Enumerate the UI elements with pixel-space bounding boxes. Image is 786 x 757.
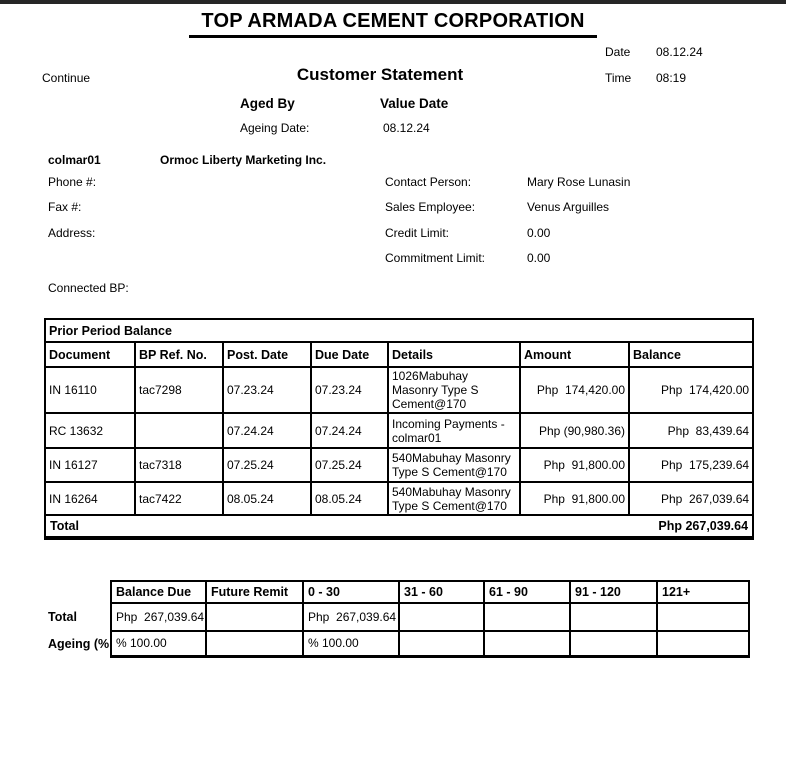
cell-balance: Php 175,239.64: [629, 448, 753, 482]
cell-details: 1026Mabuhay Masonry Type S Cement@170: [388, 367, 520, 413]
ageing-percent-row: [111, 631, 749, 656]
column-header-due-date: Due Date: [311, 342, 388, 367]
company-title-text: TOP ARMADA CEMENT CORPORATION: [189, 10, 596, 38]
commitment-limit-value: 0.00: [527, 251, 551, 265]
column-header-121plus: 121+: [657, 581, 749, 603]
cell-91-120-pct: [570, 631, 657, 656]
prior-period-balance-table: [44, 318, 754, 540]
cell-balance-due-total: Php 267,039.64: [111, 603, 206, 631]
cell-31-60-total: [399, 603, 484, 631]
cell-121plus-pct: [657, 631, 749, 656]
continue-label: Continue: [42, 71, 91, 85]
date-value: 08.12.24: [656, 45, 703, 59]
connected-bp-label: Connected BP:: [48, 281, 129, 295]
cell-91-120-total: [570, 603, 657, 631]
ageing-date-label: Ageing Date:: [240, 121, 310, 135]
aged-by-value: Value Date: [380, 96, 449, 111]
commitment-limit-label: Commitment Limit:: [385, 251, 486, 265]
cell-post-date: 08.05.24: [223, 482, 311, 515]
column-header-document: Document: [45, 342, 135, 367]
date-label: Date: [605, 45, 631, 59]
column-header-details: Details: [388, 342, 520, 367]
cell-balance-due-pct: % 100.00: [111, 631, 206, 656]
cell-details: 540Mabuhay Masonry Type S Cement@170: [388, 482, 520, 515]
cell-future-remit-total: [206, 603, 303, 631]
column-header-91-120: 91 - 120: [570, 581, 657, 603]
cell-amount: Php (90,980.36): [520, 413, 629, 448]
table-row: [45, 367, 753, 413]
table-row: [45, 482, 753, 515]
total-value: Php 267,039.64: [658, 519, 749, 534]
cell-document: IN 16264: [45, 482, 135, 515]
cell-0-30-pct: % 100.00: [303, 631, 399, 656]
cell-due-date: 07.23.24: [311, 367, 388, 413]
column-header-61-90: 61 - 90: [484, 581, 570, 603]
fax-label: Fax #:: [48, 200, 82, 214]
cell-details: Incoming Payments - colmar01: [388, 413, 520, 448]
sales-employee-value: Venus Arguilles: [527, 200, 610, 214]
cell-balance: Php 267,039.64: [629, 482, 753, 515]
cell-document: RC 13632: [45, 413, 135, 448]
cell-31-60-pct: [399, 631, 484, 656]
contact-person-value: Mary Rose Lunasin: [527, 175, 631, 189]
cell-amount: Php 91,800.00: [520, 482, 629, 515]
table-row: [45, 413, 753, 448]
cell-balance: Php 174,420.00: [629, 367, 753, 413]
total-label: Total: [50, 519, 79, 534]
table-title: Prior Period Balance: [45, 319, 753, 342]
company-title: [0, 10, 786, 38]
column-header-balance: Balance: [629, 342, 753, 367]
column-header-amount: Amount: [520, 342, 629, 367]
cell-post-date: 07.25.24: [223, 448, 311, 482]
cell-due-date: 08.05.24: [311, 482, 388, 515]
customer-name: Ormoc Liberty Marketing Inc.: [160, 153, 327, 167]
column-header-0-30: 0 - 30: [303, 581, 399, 603]
sales-employee-label: Sales Employee:: [385, 200, 476, 214]
column-header-future-remit: Future Remit: [206, 581, 303, 603]
report-title: Customer Statement: [296, 65, 464, 84]
credit-limit-label: Credit Limit:: [385, 226, 450, 240]
phone-label: Phone #:: [48, 175, 97, 189]
address-label: Address:: [48, 226, 96, 240]
cell-61-90-pct: [484, 631, 570, 656]
cell-bp-ref-no: tac7318: [135, 448, 223, 482]
window-top-bar: [0, 0, 786, 4]
ageing-date-value: 08.12.24: [383, 121, 430, 135]
cell-bp-ref-no: tac7422: [135, 482, 223, 515]
cell-amount: Php 174,420.00: [520, 367, 629, 413]
ageing-table: [110, 580, 750, 658]
table-total-row: [45, 515, 753, 538]
cell-document: IN 16127: [45, 448, 135, 482]
time-label: Time: [605, 71, 632, 85]
cell-due-date: 07.24.24: [311, 413, 388, 448]
ageing-total-row-label: Total: [48, 610, 77, 624]
table-title-row: [45, 319, 753, 342]
column-header-post-date: Post. Date: [223, 342, 311, 367]
cell-bp-ref-no: [135, 413, 223, 448]
cell-61-90-total: [484, 603, 570, 631]
time-value: 08:19: [656, 71, 687, 85]
cell-amount: Php 91,800.00: [520, 448, 629, 482]
column-header-balance-due: Balance Due: [111, 581, 206, 603]
credit-limit-value: 0.00: [527, 226, 551, 240]
cell-0-30-total: Php 267,039.64: [303, 603, 399, 631]
cell-document: IN 16110: [45, 367, 135, 413]
column-header-bp-ref-no: BP Ref. No.: [135, 342, 223, 367]
customer-code: colmar01: [48, 153, 101, 167]
aged-by-label: Aged By: [240, 96, 295, 111]
cell-due-date: 07.25.24: [311, 448, 388, 482]
cell-balance: Php 83,439.64: [629, 413, 753, 448]
cell-121plus-total: [657, 603, 749, 631]
ageing-total-row: [111, 603, 749, 631]
ageing-percent-row-label: Ageing (%: [48, 637, 110, 651]
column-header-31-60: 31 - 60: [399, 581, 484, 603]
cell-post-date: 07.24.24: [223, 413, 311, 448]
table-row: [45, 448, 753, 482]
ageing-header-row: [111, 581, 749, 603]
cell-details: 540Mabuhay Masonry Type S Cement@170: [388, 448, 520, 482]
table-header-row: [45, 342, 753, 367]
cell-future-remit-pct: [206, 631, 303, 656]
contact-person-label: Contact Person:: [385, 175, 472, 189]
cell-bp-ref-no: tac7298: [135, 367, 223, 413]
cell-post-date: 07.23.24: [223, 367, 311, 413]
